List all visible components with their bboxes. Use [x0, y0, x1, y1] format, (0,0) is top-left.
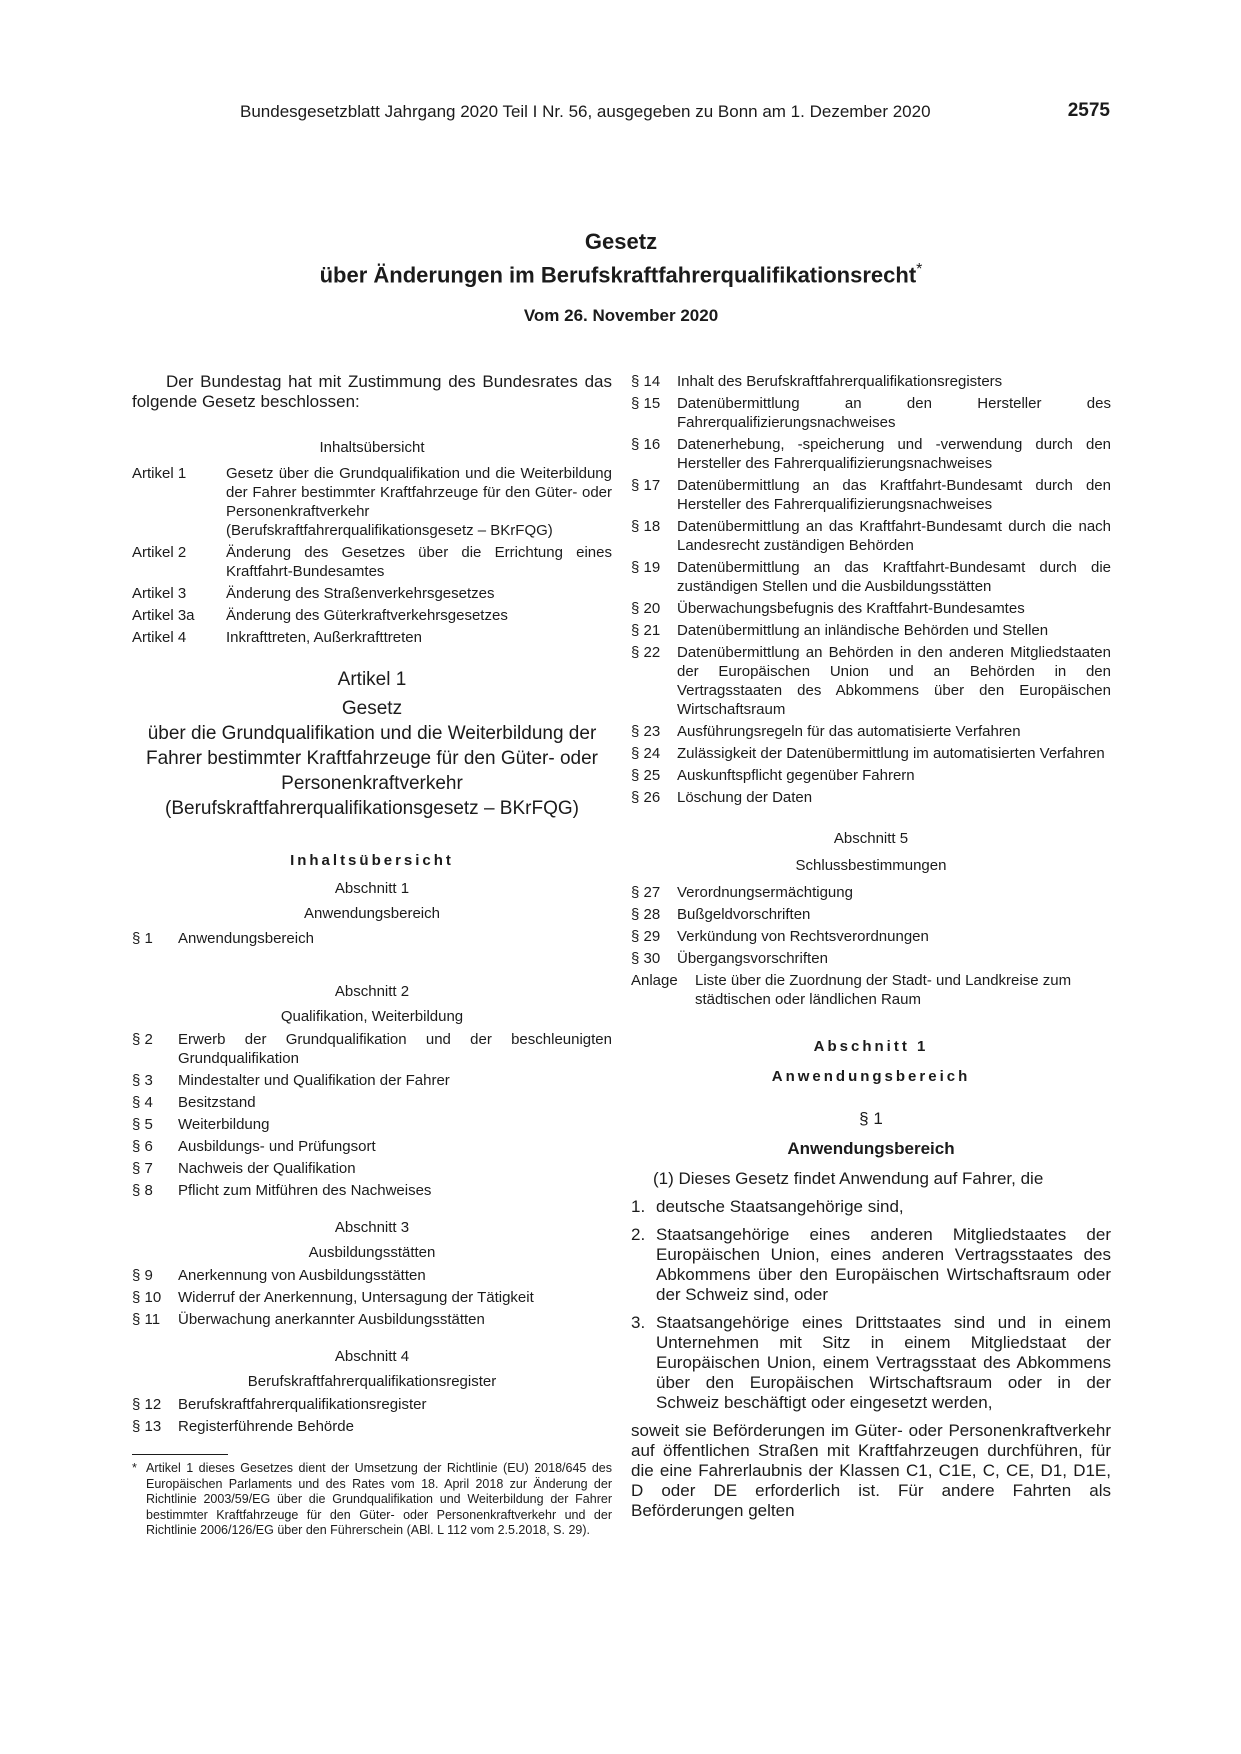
page-header: [132, 100, 1110, 128]
article-name: Gesetz: [341, 698, 403, 719]
body-section-title: Anwendungsbereich: [771, 1068, 971, 1085]
enacting-clause: Der Bundestag hat mit Zustimmung des Bundesrates das folgende Gesetz beschlossen:: [132, 372, 612, 411]
toc-entry-number: § 6: [132, 1138, 153, 1155]
overview-heading: Inhaltsübersicht: [319, 439, 425, 456]
toc-entry-text: Erwerb der Grundqualifikation und der beschleunigten Grundqualifikation: [178, 1031, 612, 1067]
toc-entry: [631, 766, 1111, 785]
list-item-text: deutsche Staatsangehörige sind,: [656, 1197, 904, 1216]
toc-entry: [132, 1159, 612, 1178]
overview-entry-label: Artikel 3: [132, 585, 187, 602]
law-title-line1: Gesetz: [584, 229, 658, 254]
section-label: Abschnitt 5: [833, 830, 909, 847]
list-item-text: Staatsangehörige eines anderen Mitgliedstaates der Europäischen Union, eines anderen Vertragsstaates des Abkommens über den Europäischen Wirtschaftsraum oder der Schweiz sind, oder: [656, 1225, 1111, 1304]
toc-entry-number: § 9: [132, 1267, 153, 1284]
toc-entry-number: § 5: [132, 1116, 153, 1133]
toc-entry: [631, 435, 1111, 473]
section-label: Abschnitt 4: [334, 1348, 410, 1365]
toc-entry-text: Widerruf der Anerkennung, Untersagung der Tätigkeit: [178, 1289, 534, 1306]
toc-entry-text: Mindestalter und Qualifikation der Fahrer: [178, 1072, 450, 1089]
toc-entry-text: Zulässigkeit der Datenübermittlung im automatisierten Verfahren: [677, 745, 1105, 762]
overview-entry: [132, 464, 612, 540]
toc-entry: [631, 905, 1111, 924]
toc-entry: [631, 883, 1111, 902]
footnote-divider: [132, 1454, 228, 1455]
overview-list: [132, 464, 612, 647]
section-title: Berufskraftfahrerqualifikationsregister: [247, 1373, 497, 1390]
toc-entry-number: § 28: [631, 906, 661, 923]
toc-entry-text: Bußgeldvorschriften: [677, 906, 811, 923]
paragraph-tail: soweit sie Beförderungen im Güter- oder Personenkraftverkehr auf öffentlichen Straßen mit Kraftfahrzeugen durchführen, für die eine Fahrerlaubnis der Klassen C1, C1E, C, CE, D1, D1E, D oder DE erforderlich ist. Für andere Fahrten als Beförderungen gelten: [631, 1421, 1111, 1520]
toc-entry: [631, 949, 1111, 968]
toc-entry-number: § 19: [631, 559, 661, 576]
toc-entry-text: Überwachungsbefugnis des Kraftfahrt-Bundesamtes: [677, 600, 1025, 617]
section-title: Schlussbestimmungen: [795, 857, 947, 874]
toc-entry: [132, 929, 612, 948]
toc-entry-number: § 7: [132, 1160, 153, 1177]
list-item: [631, 1225, 1111, 1305]
toc-entry: [631, 372, 1111, 391]
toc-entry-number: § 1: [132, 930, 153, 947]
toc-entry-text: Datenübermittlung an das Kraftfahrt-Bundesamt durch die zuständigen Stellen und die Ausbildungsstätten: [677, 559, 1111, 595]
list-item-number: 3.: [631, 1313, 646, 1332]
section-title: Ausbildungsstätten: [308, 1244, 436, 1261]
overview-entry-text: Änderung des Gesetzes über die Errichtung eines Kraftfahrt-Bundesamtes: [226, 544, 612, 580]
toc-entry: [631, 744, 1111, 763]
overview-entry: [132, 628, 612, 647]
toc-entry-text: Datenübermittlung an inländische Behörden und Stellen: [677, 622, 1049, 639]
law-title: [132, 228, 1110, 289]
toc-entry-number: § 24: [631, 745, 661, 762]
overview-entry-text: Änderung des Straßenverkehrsgesetzes: [226, 585, 495, 602]
toc-entry: [132, 1181, 612, 1200]
toc-heading: Inhaltsübersicht: [290, 852, 454, 869]
toc-entry-text: Löschung der Daten: [677, 789, 813, 806]
paragraph-lead: (1) Dieses Gesetz findet Anwendung auf Fahrer, die: [653, 1169, 1044, 1188]
toc-entry-text: Überwachung anerkannter Ausbildungsstätten: [178, 1311, 485, 1328]
toc-entry-number: § 10: [132, 1289, 162, 1306]
toc-entry-number: § 23: [631, 723, 661, 740]
overview-entry: [132, 606, 612, 625]
toc-entry: [631, 558, 1111, 596]
overview-entry-label: Artikel 1: [132, 465, 187, 482]
footnote-text: Artikel 1 dieses Gesetzes dient der Umsetzung der Richtlinie (EU) 2018/645 des Europäischen Parlaments und des Rates vom 18. April 2018 zur Änderung der Richtlinie 2003/59/EG über die Grundqualifikation und Weiterbildung der Fahrer bestimmter Kraftfahrzeuge für den Güter- oder Personenkraftverkehr und der Richtlinie 2006/126/EG über den Führerschein (ABl. L 112 vom 2.5.2018, S. 29).: [146, 1461, 612, 1538]
overview-entry: [132, 584, 612, 603]
toc-entry-number: § 15: [631, 395, 661, 412]
overview-entry-text: Gesetz über die Grundqualifikation und die Weiterbildung der Fahrer bestimmter Kraftfahrzeuge für den Güter- oder Personenkraftverkehr (Berufskraftfahrerqualifikationsgesetz – BKrFQG): [226, 465, 612, 539]
right-column: [631, 372, 1111, 1521]
toc-entry-text: Datenübermittlung an den Hersteller des Fahrerqualifizierungsnachweises: [677, 395, 1111, 431]
law-title-text: über Änderungen im Berufskraftfahrerqualifikationsrecht: [319, 262, 917, 288]
law-title-line2: [132, 256, 1110, 289]
toc-entry-text: Datenerhebung, -speicherung und -verwendung durch den Hersteller des Fahrerqualifizierungsnachweises: [677, 436, 1111, 472]
overview-entry-label: Artikel 4: [132, 629, 187, 646]
toc-entry: [132, 1030, 612, 1068]
toc-entry: [132, 1115, 612, 1134]
toc-entry-text: Ausbildungs- und Prüfungsort: [178, 1138, 376, 1155]
page-number: 2575: [1067, 100, 1110, 121]
toc-entry-number: § 4: [132, 1094, 153, 1111]
overview-entry: [132, 543, 612, 581]
toc-entry-number: § 18: [631, 518, 661, 535]
toc-entry: [132, 1288, 612, 1307]
running-head: Bundesgesetzblatt Jahrgang 2020 Teil I Nr. 56, ausgegeben zu Bonn am 1. Dezember 2020: [240, 102, 931, 121]
toc-entry-number: § 2: [132, 1031, 153, 1048]
toc-entry-text: Nachweis der Qualifikation: [178, 1160, 356, 1177]
paragraph-number: § 1: [859, 1109, 883, 1128]
list-item: [631, 1197, 1111, 1217]
toc-entry-text: Pflicht zum Mitführen des Nachweises: [178, 1182, 432, 1199]
toc-entry-text: Datenübermittlung an Behörden in den anderen Mitgliedstaaten der Europäischen Union und an Behörden in den Vertragsstaaten des Abkommens über den Europäischen Wirtschaftsraum: [677, 644, 1111, 718]
toc-entry: [132, 1093, 612, 1112]
toc-entry-number: § 12: [132, 1396, 162, 1413]
toc-entry: [132, 1137, 612, 1156]
overview-entry-label: Artikel 2: [132, 544, 187, 561]
toc-entry: [132, 1310, 612, 1329]
article-heading: [132, 667, 612, 821]
toc-entry: [631, 394, 1111, 432]
list-item-number: 1.: [631, 1197, 646, 1216]
toc-entry: [631, 476, 1111, 514]
toc-entry-number: § 25: [631, 767, 661, 784]
toc-entry-number: § 21: [631, 622, 661, 639]
overview-entry-label: Artikel 3a: [132, 607, 195, 624]
toc-entry-text: Registerführende Behörde: [178, 1418, 354, 1435]
footnote-marker: *: [132, 1461, 137, 1475]
body-section-label: Abschnitt 1: [813, 1038, 929, 1055]
annex-text: Liste über die Zuordnung der Stadt- und Landkreise zum städtischen oder ländlichen Raum: [695, 972, 1072, 1008]
toc-entry-number: § 3: [132, 1072, 153, 1089]
law-date: Vom 26. November 2020: [523, 306, 719, 325]
toc-entry-text: Ausführungsregeln für das automatisierte Verfahren: [677, 723, 1021, 740]
toc-entry-text: Auskunftspflicht gegenüber Fahrern: [677, 767, 915, 784]
toc-entry-text: Datenübermittlung an das Kraftfahrt-Bundesamt durch den Hersteller des Fahrerqualifizierungsnachweises: [677, 477, 1111, 513]
toc-entry-text: Verordnungsermächtigung: [677, 884, 853, 901]
toc-entry-text: Anwendungsbereich: [178, 930, 314, 947]
toc-entry-number: § 16: [631, 436, 661, 453]
toc-entry-number: § 11: [132, 1311, 161, 1328]
toc-entry-number: § 17: [631, 477, 661, 494]
list-item: [631, 1313, 1111, 1413]
toc-entry-number: § 20: [631, 600, 661, 617]
article-subtitle: über die Grundqualifikation und die Weiterbildung der Fahrer bestimmter Kraftfahrzeuge für den Güter- oder Personenkraftverkehr (Berufskraftfahrerqualifikationsgesetz – BKrFQG): [146, 723, 598, 819]
toc-entry: [631, 927, 1111, 946]
toc-entry: [631, 722, 1111, 741]
toc-entry-text: Weiterbildung: [178, 1116, 270, 1133]
footnote-marker: *: [916, 261, 923, 278]
toc-entry-text: Berufskraftfahrerqualifikationsregister: [178, 1396, 427, 1413]
toc-entry: [132, 1395, 612, 1414]
toc-entry: [132, 1417, 612, 1436]
toc-entry-number: § 26: [631, 789, 661, 806]
toc-entry: [631, 788, 1111, 807]
section-label: Abschnitt 1: [334, 880, 410, 897]
toc-entry-text: Verkündung von Rechtsverordnungen: [677, 928, 929, 945]
paragraph-title: Anwendungsbereich: [787, 1139, 955, 1158]
annex-entry: [631, 971, 1111, 1009]
toc-entry-text: Besitzstand: [178, 1094, 256, 1111]
section-title: Anwendungsbereich: [304, 905, 440, 922]
toc-entry: [631, 643, 1111, 719]
toc-entry-number: § 22: [631, 644, 661, 661]
toc-entry: [132, 1266, 612, 1285]
section-label: Abschnitt 2: [334, 983, 410, 1000]
toc-entry: [631, 517, 1111, 555]
list-item-number: 2.: [631, 1225, 646, 1244]
overview-entry-text: Inkrafttreten, Außerkrafttreten: [226, 629, 422, 646]
toc-entry-text: Inhalt des Berufskraftfahrerqualifikationsregisters: [677, 373, 1003, 390]
toc-entry-number: § 30: [631, 950, 661, 967]
toc-entry-number: § 29: [631, 928, 661, 945]
section-title: Qualifikation, Weiterbildung: [280, 1008, 464, 1025]
overview-entry-text: Änderung des Güterkraftverkehrsgesetzes: [226, 607, 508, 624]
toc-entry-number: § 8: [132, 1182, 153, 1199]
toc-entry-text: Anerkennung von Ausbildungsstätten: [178, 1267, 426, 1284]
section-label: Abschnitt 3: [334, 1219, 410, 1236]
toc-entry-text: Übergangsvorschriften: [677, 950, 828, 967]
toc-entry: [132, 1071, 612, 1090]
toc-entry: [631, 621, 1111, 640]
toc-entry: [631, 599, 1111, 618]
toc-entry-number: § 14: [631, 373, 661, 390]
article-label: Artikel 1: [337, 669, 407, 690]
footnote: [132, 1461, 612, 1539]
toc-entry-number: § 27: [631, 884, 661, 901]
toc-entry-number: § 13: [132, 1418, 162, 1435]
left-column: [132, 372, 612, 1539]
toc-entry-text: Datenübermittlung an das Kraftfahrt-Bundesamt durch die nach Landesrecht zuständigen Behörden: [677, 518, 1111, 554]
annex-label: Anlage: [631, 972, 678, 989]
list-item-text: Staatsangehörige eines Drittstaates sind und in einem Unternehmen mit Sitz in einem Mitgliedstaat der Europäischen Union, einem Vertragsstaat des Abkommens über den Europäischen Wirtschaftsraum oder in der Schweiz beschäftigt oder eingesetzt werden,: [656, 1313, 1111, 1412]
